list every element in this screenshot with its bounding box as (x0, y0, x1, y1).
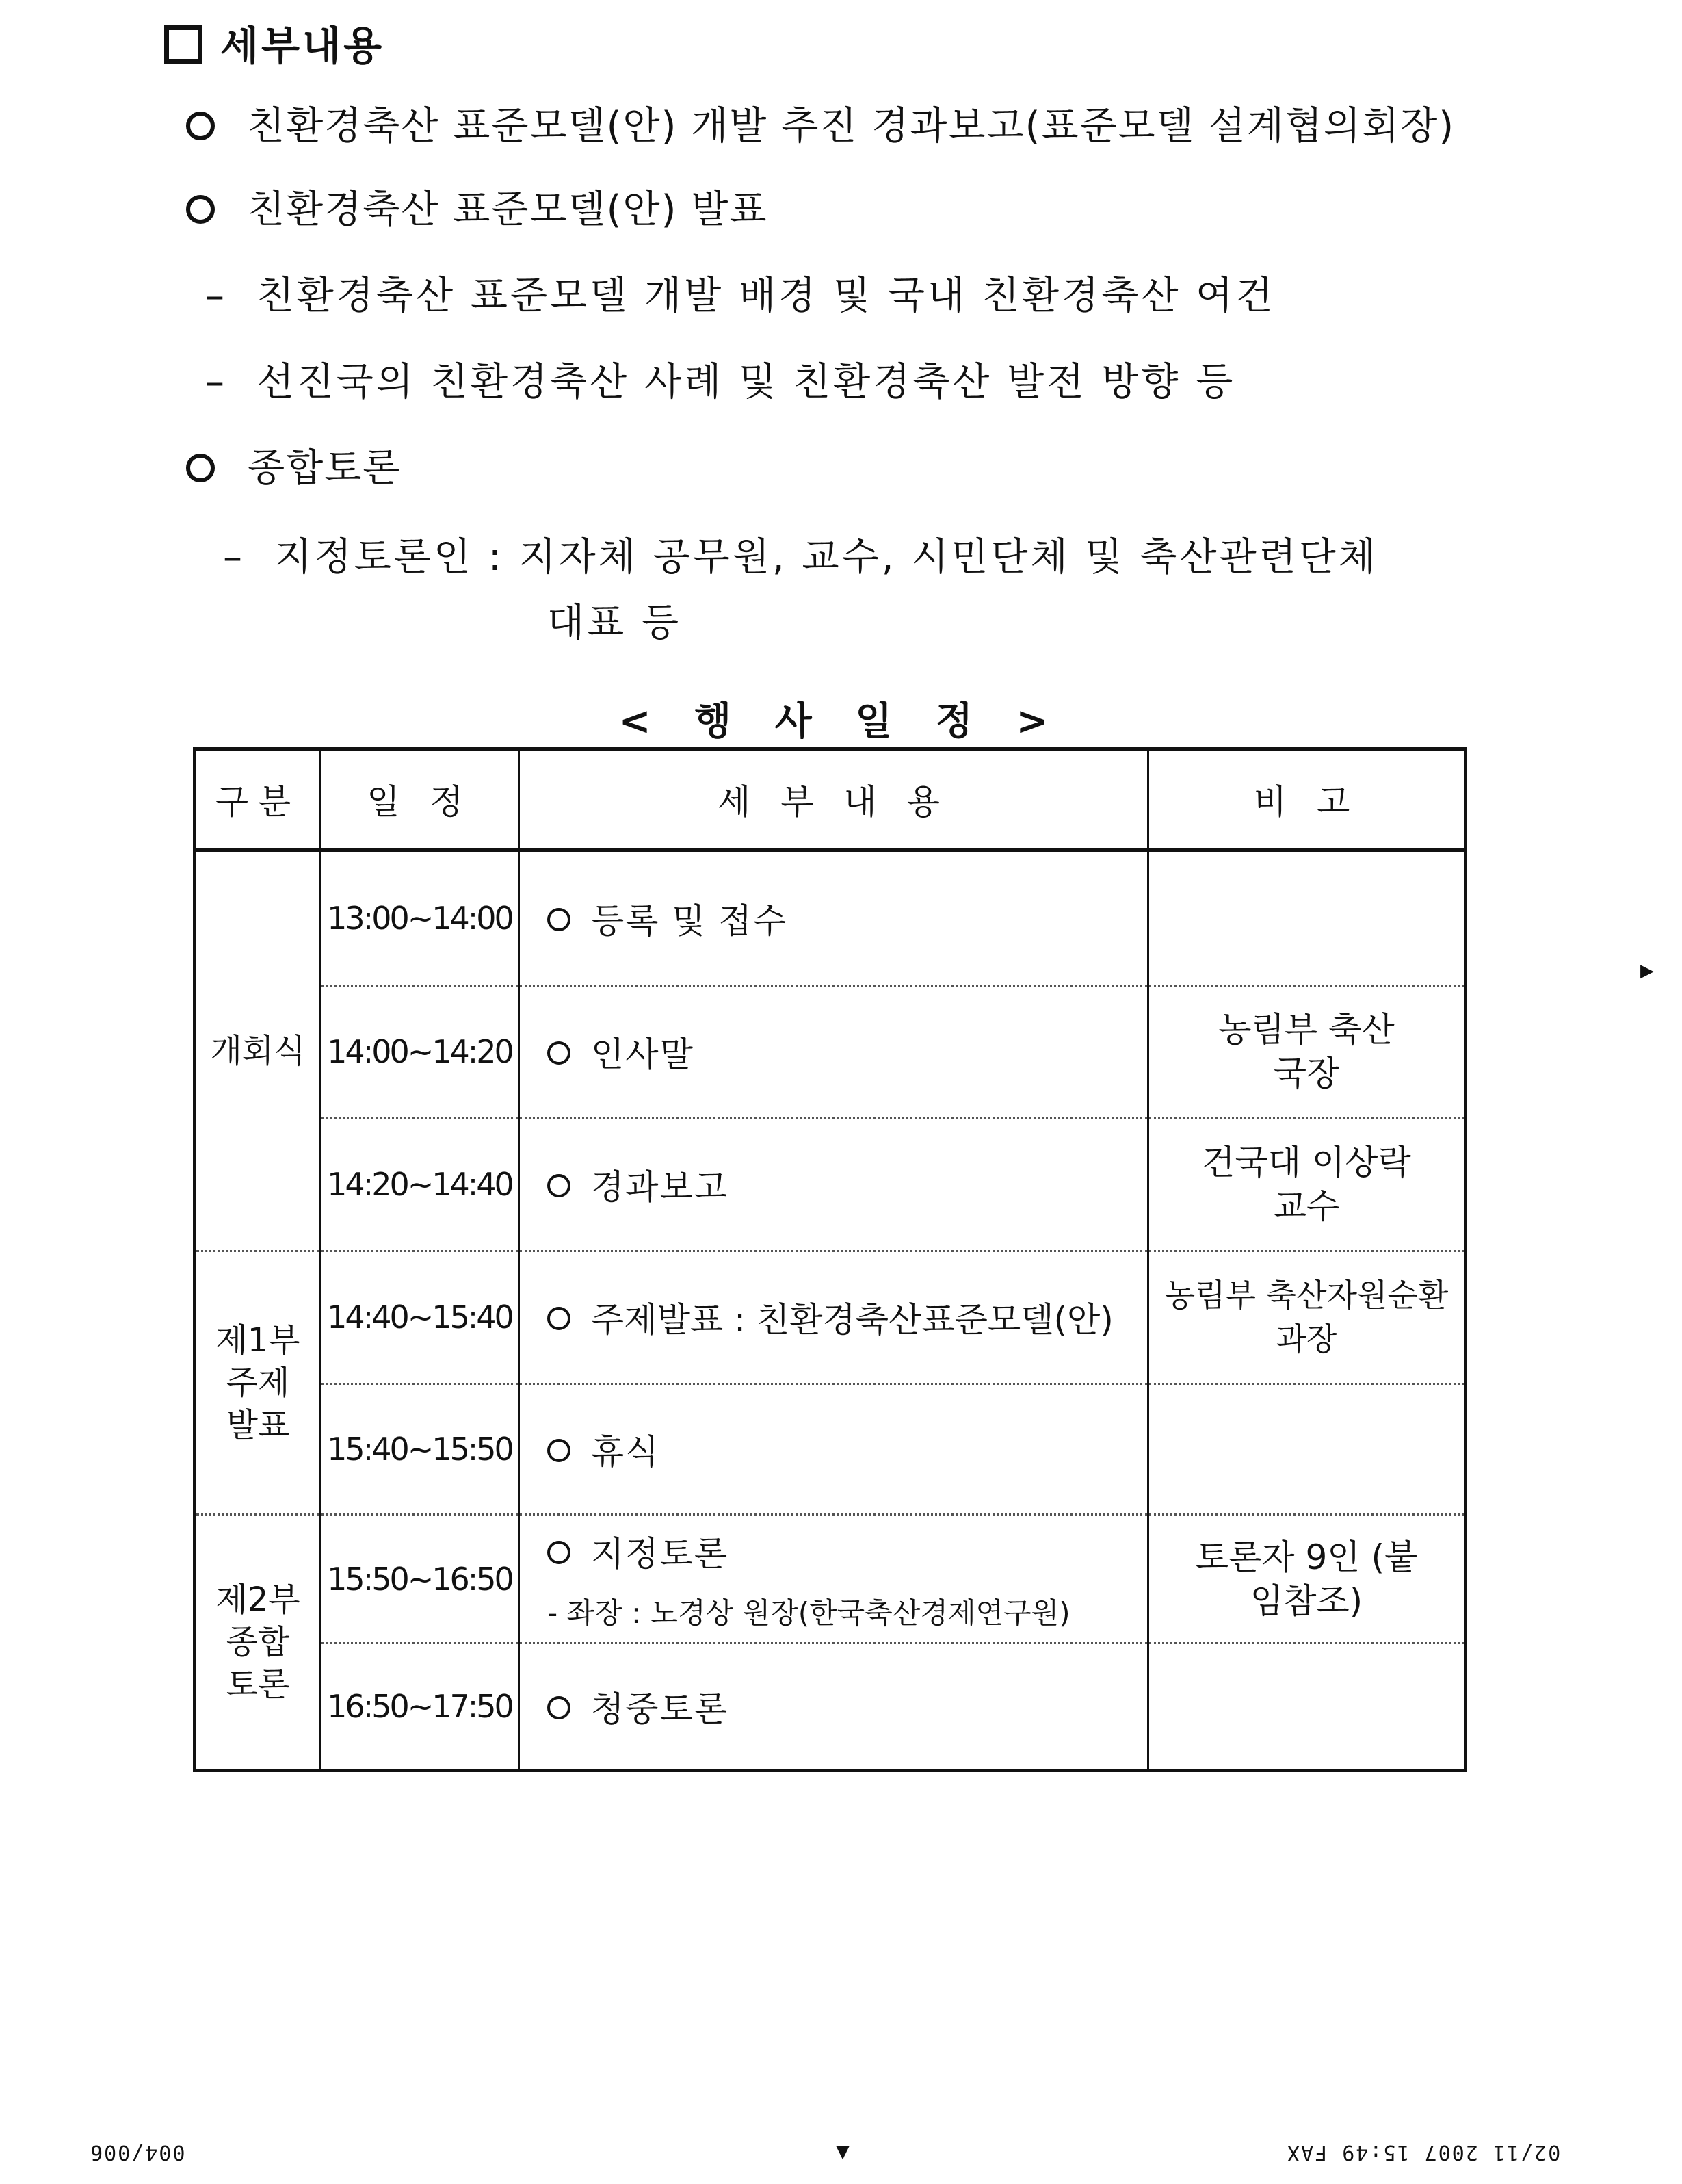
header-category: 구분 (195, 749, 321, 850)
table-row (195, 1643, 1466, 1771)
dash-item-continuation: 대표 등 (547, 601, 682, 645)
table-row (195, 1118, 1466, 1251)
fax-marker-icon: ▼ (836, 2142, 850, 2162)
fax-header-line: 02/11 2007 15:49 FAX (1286, 2140, 1561, 2164)
bullet-discussion: 종합토론 (186, 438, 401, 493)
header-detail: 세 부 내 용 (519, 749, 1148, 850)
detail-cell: 지정토론 - 좌장 : 노경상 원장(한국축산경제연구원) (519, 1515, 1148, 1643)
dash-item-background: – 친환경축산 표준모델 개발 배경 및 국내 친환경축산 여건 (205, 274, 1276, 318)
circle-bullet-icon (547, 1696, 570, 1719)
dash-item-cases: – 선진국의 친환경축산 사례 및 친환경축산 발전 방향 등 (205, 360, 1236, 404)
detail-cell: 휴식 (519, 1383, 1148, 1515)
page-marker-icon: ▶ (1640, 961, 1654, 981)
checkbox-square-icon (164, 25, 202, 64)
time-cell: 16:50~17:50 (321, 1643, 519, 1771)
circle-bullet-icon (547, 1439, 570, 1462)
circle-bullet-icon (547, 1541, 570, 1564)
note-cell (1148, 1643, 1466, 1771)
circle-bullet-icon (547, 1174, 570, 1197)
note-cell: 농림부 축산국장 (1148, 985, 1466, 1118)
table-row (195, 1383, 1466, 1515)
table-row (195, 1515, 1466, 1643)
detail-cell: 주제발표 : 친환경축산표준모델(안) (519, 1251, 1148, 1383)
note-cell: 토론자 9인 (붙임참조) (1148, 1515, 1466, 1643)
table-row (195, 850, 1466, 985)
note-cell (1148, 850, 1466, 985)
table-header-row (195, 749, 1466, 850)
note-cell (1148, 1383, 1466, 1515)
section-heading: 세부내용 (164, 14, 384, 71)
circle-bullet-icon (547, 908, 570, 931)
category-opening: 개회식 (195, 850, 321, 1251)
bullet-progress-report: 친환경축산 표준모델(안) 개발 추진 경과보고(표준모델 설계협의회장) (186, 96, 1455, 151)
category-part2: 제2부 종합 토론 (195, 1515, 321, 1771)
time-cell: 14:00~14:20 (321, 985, 519, 1118)
detail-cell: 인사말 (519, 985, 1148, 1118)
table-row (195, 985, 1466, 1118)
circle-bullet-icon (186, 195, 215, 224)
time-cell: 14:20~14:40 (321, 1118, 519, 1251)
detail-cell: 경과보고 (519, 1118, 1148, 1251)
circle-bullet-icon (547, 1041, 570, 1065)
time-cell: 15:40~15:50 (321, 1383, 519, 1515)
schedule-table (193, 747, 1467, 1772)
fax-page-counter: 004/006 (89, 2140, 185, 2164)
detail-sub-line: - 좌장 : 노경상 원장(한국축산경제연구원) (547, 1596, 1070, 1630)
detail-cell: 청중토론 (519, 1643, 1148, 1771)
schedule-title: < 행 사 일 정 > (618, 699, 1064, 744)
header-note: 비 고 (1148, 749, 1466, 850)
bullet-model-presentation: 친환경축산 표준모델(안) 발표 (186, 179, 767, 234)
circle-bullet-icon (186, 112, 215, 140)
detail-cell: 등록 및 접수 (519, 850, 1148, 985)
dash-item-panelists: – 지정토론인 : 지자체 공무원, 교수, 시민단체 및 축산관련단체 (223, 535, 1378, 580)
time-cell: 13:00~14:00 (321, 850, 519, 985)
note-cell: 건국대 이상락 교수 (1148, 1118, 1466, 1251)
time-cell: 14:40~15:40 (321, 1251, 519, 1383)
circle-bullet-icon (186, 454, 215, 482)
note-cell: 농림부 축산자원순환과장 (1148, 1251, 1466, 1383)
table-row (195, 1251, 1466, 1383)
category-part1: 제1부 주제 발표 (195, 1251, 321, 1515)
circle-bullet-icon (547, 1307, 570, 1330)
time-cell: 15:50~16:50 (321, 1515, 519, 1643)
header-time: 일 정 (321, 749, 519, 850)
